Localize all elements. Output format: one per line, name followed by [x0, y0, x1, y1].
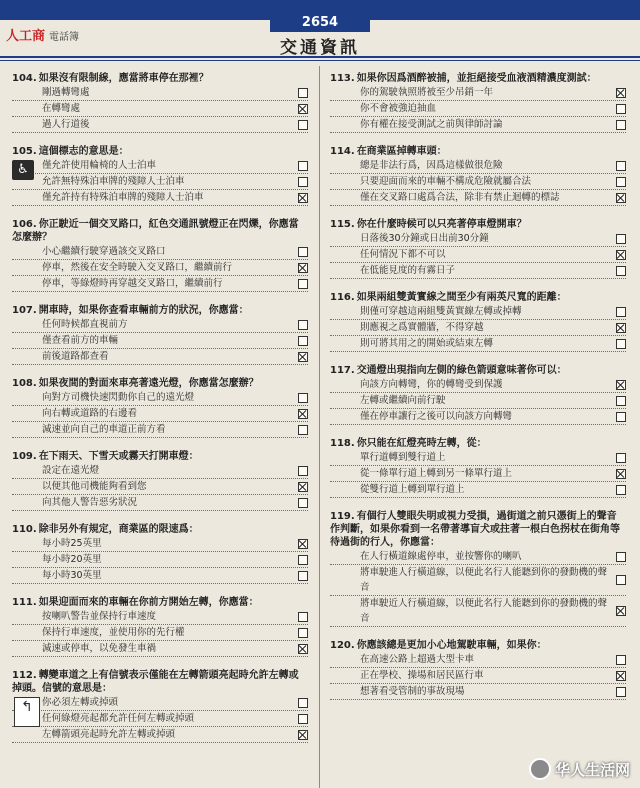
question-text	[12, 218, 308, 244]
question-119	[330, 510, 626, 627]
header-rule-thin	[0, 60, 640, 61]
question-prompt: 轉變車道之上有信號表示僅能在左轉箭頭亮起時允許左轉或掉頭。信號的意思是：	[12, 670, 299, 694]
question-108	[12, 377, 308, 438]
answer-option	[12, 260, 308, 276]
checkbox-icon	[616, 161, 626, 171]
answer-option	[12, 349, 308, 365]
checked-box-icon	[616, 606, 626, 616]
answer-text: 每小時20英里	[42, 554, 102, 565]
question-prompt: 這個標志的意思是：	[38, 146, 129, 157]
answer-text: 向對方司機快速閃動你自己的遠光燈	[42, 392, 195, 403]
answer-option	[12, 625, 308, 641]
checkbox-icon	[298, 714, 308, 724]
answer-text: 停車，等綠燈時再穿越交叉路口，繼續前行	[42, 278, 223, 289]
answer-option	[330, 190, 626, 206]
answer-text: 以便其他司機能夠看到您	[42, 481, 147, 492]
answer-option	[12, 85, 308, 101]
answer-text: 每小時30英里	[42, 570, 102, 581]
answer-text: 你有權在接受測試之前與律師討論	[360, 119, 503, 130]
question-111	[12, 596, 308, 657]
checked-box-icon	[616, 193, 626, 203]
answer-text: 任何情況下都不可以	[360, 249, 446, 260]
answer-text: 僅在交叉路口處爲合法，除非有禁止迴轉的標誌	[360, 192, 560, 203]
checked-box-icon	[616, 250, 626, 260]
question-prompt: 有個行人雙眼失明或視力受損，過街道之前只憑街上的聲音作判斷，如果你看到一名帶著導盲犬或拄著一根白色拐杖在街角等待過街的行人，你應當：	[330, 511, 620, 548]
checked-box-icon	[298, 409, 308, 419]
checkbox-icon	[298, 698, 308, 708]
checked-box-icon	[616, 671, 626, 681]
answer-text: 向該方向轉彎，你的轉彎受到保護	[360, 379, 503, 390]
question-text	[330, 72, 626, 85]
question-prompt: 在商業區掉轉車頭：	[356, 146, 447, 157]
answer-text: 則可將其用之的開始或結束左轉	[360, 338, 494, 349]
answer-text: 在轉彎處	[42, 103, 81, 114]
answer-option	[330, 304, 626, 320]
answer-option	[330, 596, 626, 627]
answer-option	[330, 377, 626, 393]
question-prompt: 開車時，如果你查看車輛前方的狀況，你應當：	[38, 305, 249, 316]
checkbox-icon	[298, 498, 308, 508]
answer-text: 過人行道後	[42, 119, 90, 130]
answer-option	[12, 406, 308, 422]
answer-option	[330, 117, 626, 133]
answer-option	[12, 479, 308, 495]
answer-text: 保持行車速度，並使用你的先行權	[42, 627, 185, 638]
question-number: 112.	[12, 670, 37, 681]
answer-option	[12, 495, 308, 511]
checkbox-icon	[298, 425, 308, 435]
answer-text: 在高速公路上超過大型卡車	[360, 654, 475, 665]
checkbox-icon	[298, 393, 308, 403]
question-text	[12, 72, 308, 85]
answer-text: 剛過轉彎處	[42, 87, 90, 98]
answer-option	[12, 190, 308, 206]
answer-option	[330, 231, 626, 247]
header-rule	[0, 56, 640, 58]
question-text	[330, 364, 626, 377]
answer-text: 則應視之爲實體牆，不得穿越	[360, 322, 484, 333]
question-number: 106.	[12, 219, 37, 230]
answer-text: 總是非法行爲，因爲這樣做很危險	[360, 160, 503, 171]
question-prompt: 如果兩組雙黃實線之間至少有兩英尺寬的距離：	[356, 292, 567, 303]
answer-text: 正在學校、操場和居民區行車	[360, 670, 484, 681]
checkbox-icon	[616, 307, 626, 317]
question-text	[12, 523, 308, 536]
question-text	[12, 596, 308, 609]
answer-option	[330, 652, 626, 668]
question-number: 110.	[12, 524, 37, 535]
question-prompt: 在下雨天、下雪天或霧天打開車燈：	[38, 451, 199, 462]
answer-text: 減速並向自己的車道正前方看	[42, 424, 166, 435]
left-turn-arrow-sign-icon: ↰	[14, 697, 40, 727]
answer-text: 你不會被強迫抽血	[360, 103, 437, 114]
answer-option	[12, 174, 308, 190]
answer-option	[12, 536, 308, 552]
answer-option	[330, 684, 626, 700]
question-number: 117.	[330, 365, 355, 376]
checked-box-icon	[298, 482, 308, 492]
answer-option	[330, 158, 626, 174]
question-110	[12, 523, 308, 584]
answer-text: 每小時25英里	[42, 538, 102, 549]
checked-box-icon	[298, 352, 308, 362]
question-prompt: 交通燈出現指向左側的綠色箭頭意味著你可以：	[356, 365, 567, 376]
checkbox-icon	[616, 177, 626, 187]
page-number: 2654	[270, 14, 370, 32]
checkbox-icon	[298, 88, 308, 98]
question-number: 113.	[330, 73, 355, 84]
answer-text: 任何綠燈亮起都允許任何左轉或掉頭	[42, 713, 195, 724]
answer-text: 小心繼續行駛穿過該交叉路口	[42, 246, 166, 257]
question-text	[330, 145, 626, 158]
answer-option	[330, 85, 626, 101]
answer-text: 你必須左轉或掉頭	[42, 697, 119, 708]
answer-text: 僅允許使用輪椅的人士泊車	[42, 160, 157, 171]
question-number: 109.	[12, 451, 37, 462]
checkbox-icon	[298, 555, 308, 565]
checked-box-icon	[298, 730, 308, 740]
checkbox-icon	[298, 320, 308, 330]
checkbox-icon	[298, 612, 308, 622]
answer-option	[12, 317, 308, 333]
checkbox-icon	[616, 266, 626, 276]
checked-box-icon	[616, 469, 626, 479]
answer-option	[330, 336, 626, 352]
checkbox-icon	[298, 628, 308, 638]
answer-option	[330, 320, 626, 336]
question-prompt: 你應該總是更加小心地駕駛車輛，如果你：	[356, 640, 547, 651]
page-title: 交通資訊	[280, 38, 360, 58]
checkbox-icon	[616, 453, 626, 463]
question-114	[330, 145, 626, 206]
question-text	[12, 304, 308, 317]
checkbox-icon	[616, 655, 626, 665]
question-text	[12, 145, 308, 158]
answer-text: 將車駛近人行橫道線，以便此名行人能聽到你的發動機的聲音	[360, 598, 608, 624]
question-text	[330, 437, 626, 450]
question-105	[12, 145, 308, 206]
question-prompt: 如果夜間的對面來車亮著遠光燈，你應當怎麼辦？	[38, 378, 259, 389]
checkbox-icon	[298, 571, 308, 581]
question-prompt: 除非另外有規定，商業區的限速爲：	[38, 524, 199, 535]
answer-option	[12, 641, 308, 657]
answer-text: 允許無特殊泊車牌的殘障人士泊車	[42, 176, 185, 187]
answer-text: 僅允許持有特殊泊車牌的殘障人士泊車	[42, 192, 204, 203]
answer-option	[12, 390, 308, 406]
answer-option	[12, 552, 308, 568]
question-115	[330, 218, 626, 279]
answer-option	[12, 711, 308, 727]
answer-text: 按喇叭警告並保持行車速度	[42, 611, 157, 622]
question-113	[330, 72, 626, 133]
question-116	[330, 291, 626, 352]
answer-text: 從雙行道上轉到單行道上	[360, 484, 465, 495]
answer-text: 在人行橫道線處停車，並按響你的喇叭	[360, 551, 522, 562]
question-text	[12, 450, 308, 463]
question-118	[330, 437, 626, 498]
answer-option	[12, 463, 308, 479]
checked-box-icon	[298, 539, 308, 549]
watermark-text: 华人生活网	[554, 760, 630, 779]
answer-text: 停車，然後在安全時駛入交叉路口，繼續前行	[42, 262, 233, 273]
answer-text: 日落後30分鐘或日出前30分鐘	[360, 233, 489, 244]
answer-option	[12, 276, 308, 292]
answer-option	[330, 450, 626, 466]
question-prompt: 如果你因爲酒醉被捕，並拒絕接受血液酒精濃度測試：	[356, 73, 597, 84]
answer-option	[12, 244, 308, 260]
question-number: 120.	[330, 640, 355, 651]
checked-box-icon	[298, 193, 308, 203]
brand-logo: 人工商 電話簿	[6, 29, 80, 44]
question-106	[12, 218, 308, 292]
answer-text: 任何時候都直視前方	[42, 319, 128, 330]
checkbox-icon	[298, 279, 308, 289]
answer-option	[12, 101, 308, 117]
question-prompt: 你正駛近一個交叉路口，紅色交通訊號燈正在閃爍，你應當怎麼辦？	[12, 219, 299, 243]
question-number: 118.	[330, 438, 355, 449]
answer-text: 你的駕駛執照將被至少吊銷一年	[360, 87, 494, 98]
answer-text: 向右轉或道路的右邊看	[42, 408, 138, 419]
answer-text: 從一條單行道上轉到另一條單行道上	[360, 468, 513, 479]
question-number: 108.	[12, 378, 37, 389]
checkbox-icon	[616, 120, 626, 130]
checkbox-icon	[616, 575, 626, 585]
answer-option	[12, 422, 308, 438]
question-text	[12, 669, 308, 695]
checkbox-icon	[616, 234, 626, 244]
checked-box-icon	[298, 644, 308, 654]
answer-option	[330, 482, 626, 498]
wheelchair-sign-icon: ♿	[12, 160, 34, 180]
watermark-logo-icon	[529, 758, 551, 780]
checked-box-icon	[298, 104, 308, 114]
answer-option	[12, 333, 308, 349]
checkbox-icon	[298, 120, 308, 130]
answer-option	[330, 393, 626, 409]
answer-text: 只要迎面而來的車輛不構成危險就屬合法	[360, 176, 532, 187]
answer-text: 向其他人警告惡劣狀況	[42, 497, 138, 508]
question-112	[12, 669, 308, 743]
answer-option	[330, 466, 626, 482]
question-text	[12, 377, 308, 390]
answer-text: 僅在停車讓行之後可以向該方向轉彎	[360, 411, 513, 422]
column-divider	[319, 66, 320, 788]
question-number: 115.	[330, 219, 355, 230]
checkbox-icon	[616, 339, 626, 349]
answer-option	[12, 568, 308, 584]
answer-text: 想著看受管制的事故現場	[360, 686, 465, 697]
question-120	[330, 639, 626, 700]
answer-text: 左轉或繼續向前行駛	[360, 395, 446, 406]
answer-text: 設定在遠光燈	[42, 465, 100, 476]
checkbox-icon	[298, 336, 308, 346]
right-column	[330, 72, 626, 712]
checked-box-icon	[298, 263, 308, 273]
answer-option	[12, 727, 308, 743]
checkbox-icon	[616, 412, 626, 422]
answer-text: 左轉箭頭亮起時允許左轉或掉頭	[42, 729, 176, 740]
checked-box-icon	[616, 88, 626, 98]
checkbox-icon	[616, 687, 626, 697]
answer-option	[12, 609, 308, 625]
question-text	[330, 291, 626, 304]
question-prompt: 如果沒有限制線，應當將車停在那裡？	[38, 73, 209, 84]
question-text	[330, 218, 626, 231]
checkbox-icon	[298, 177, 308, 187]
answer-text: 單行道轉到雙行道上	[360, 452, 446, 463]
checked-box-icon	[616, 380, 626, 390]
checkbox-icon	[298, 247, 308, 257]
question-109	[12, 450, 308, 511]
answer-text: 前後道路都查看	[42, 351, 109, 362]
checkbox-icon	[616, 552, 626, 562]
answer-option	[12, 695, 308, 711]
answer-option	[12, 117, 308, 133]
question-117	[330, 364, 626, 425]
checkbox-icon	[616, 104, 626, 114]
question-number: 116.	[330, 292, 355, 303]
question-prompt: 如果迎面而來的車輛在你前方開始左轉，你應當：	[38, 597, 259, 608]
answer-option	[330, 409, 626, 425]
answer-option	[330, 174, 626, 190]
question-prompt: 你在什麼時候可以只亮著停車燈開車？	[356, 219, 527, 230]
checkbox-icon	[616, 485, 626, 495]
question-104	[12, 72, 308, 133]
question-prompt: 你只能在紅燈亮時左轉，從：	[356, 438, 487, 449]
answer-option	[12, 158, 308, 174]
watermark	[529, 758, 630, 780]
answer-option	[330, 565, 626, 596]
answer-text: 則僅可穿越這兩組雙黃實線左轉或掉轉	[360, 306, 522, 317]
answer-option	[330, 668, 626, 684]
answer-text: 僅查看前方的車輛	[42, 335, 119, 346]
answer-text: 在低能見度的有霧日子	[360, 265, 456, 276]
question-number: 107.	[12, 305, 37, 316]
question-text	[330, 639, 626, 652]
answer-text: 減速或停車，以免發生車禍	[42, 643, 157, 654]
checked-box-icon	[616, 323, 626, 333]
answer-option	[330, 263, 626, 279]
answer-option	[330, 549, 626, 565]
checkbox-icon	[298, 466, 308, 476]
answer-option	[330, 247, 626, 263]
question-number: 114.	[330, 146, 355, 157]
question-number: 105.	[12, 146, 37, 157]
answer-text: 將車駛進人行橫道線，以便此名行人能聽到你的發動機的聲音	[360, 567, 608, 593]
question-number: 104.	[12, 73, 37, 84]
question-107	[12, 304, 308, 365]
question-number: 111.	[12, 597, 37, 608]
answer-option	[330, 101, 626, 117]
checkbox-icon	[298, 161, 308, 171]
question-number: 119.	[330, 511, 355, 522]
left-column	[12, 72, 308, 755]
checkbox-icon	[616, 396, 626, 406]
question-text	[330, 510, 626, 549]
